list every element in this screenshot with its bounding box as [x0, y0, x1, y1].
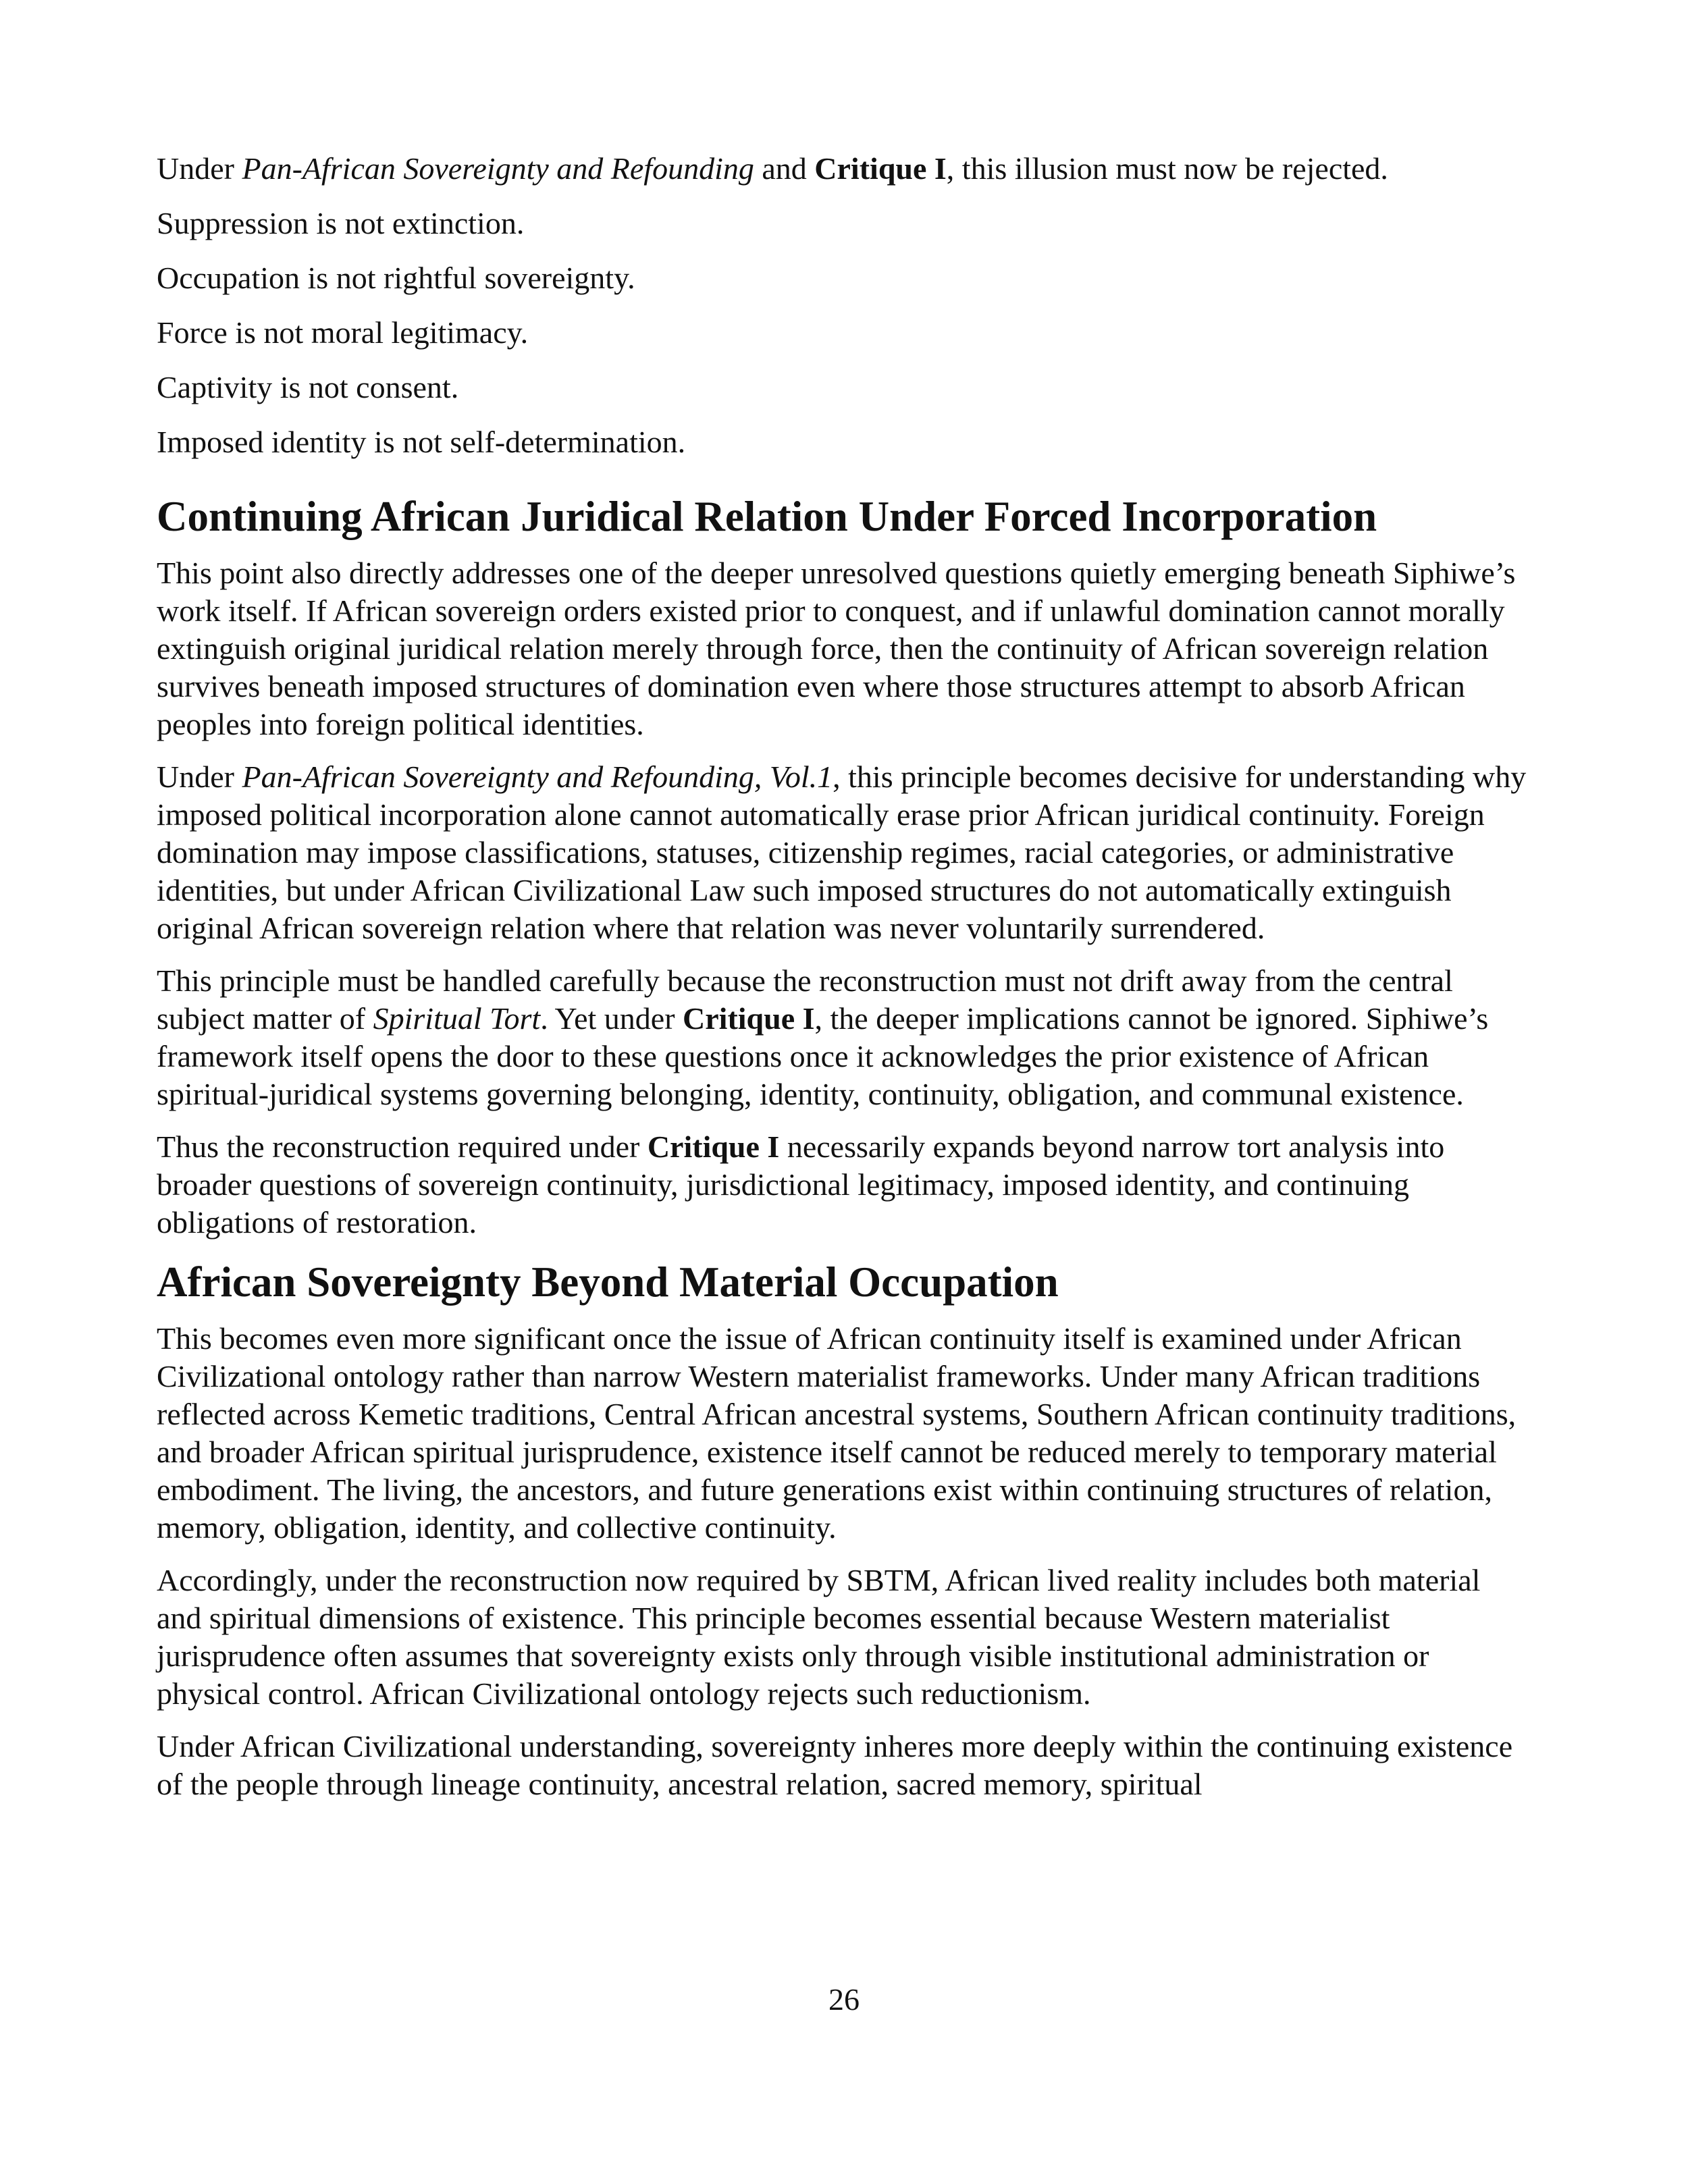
- text-run: Under: [157, 151, 242, 186]
- statement-line: Occupation is not rightful sovereignty.: [157, 261, 635, 295]
- critique-bold: Critique I: [814, 151, 947, 186]
- body-paragraph: [157, 962, 1527, 1113]
- critique-bold: Critique I: [647, 1129, 780, 1164]
- book-title-italic: Pan-African Sovereignty and Refounding: [242, 151, 754, 186]
- statement-line: Imposed identity is not self-determination.: [157, 425, 686, 459]
- body-paragraph: This becomes even more significant once the issue of African continuity itself is examined under African Civilizational ontology rather than narrow Western materialist frameworks. Under many African traditions reflected across Kemetic traditions, Central African ancestral systems, Southern African continuity traditions, and broader African spiritual jurisprudence, existence itself cannot be reduced merely to temporary material embodiment. The living, the ancestors, and future generations exist within continuing structures of relation, memory, obligation, identity, and collective continuity.: [157, 1321, 1516, 1545]
- body-paragraph: This point also directly addresses one of the deeper unresolved questions quietly emerging beneath Siphiwe’s work itself. If African sovereign orders existed prior to conquest, and if unlawful domination cannot morally extinguish original juridical relation merely through force, then the continuity of African sovereign relation survives beneath imposed structures of domination even where those structures attempt to absorb African peoples into foreign political identities.: [157, 556, 1516, 741]
- text-run: , this principle becomes decisive for understanding why imposed political incorporation alone cannot automatically erase prior African juridical continuity. Foreign domination may impose classifications, statuses, citizenship regimes, racial categories, or administrative identities, but under African Civilizational Law such imposed structures do not automatically extinguish original African sovereign relation where that relation was never voluntarily surrendered.: [157, 760, 1527, 945]
- text-run: This principle must be handled carefully because the reconstruction must not drift away from the central subject matter of: [157, 963, 1453, 1036]
- body-paragraph: Accordingly, under the reconstruction now required by SBTM, African lived reality includes both material and spiritual dimensions of existence. This principle becomes essential because Western materialist jurisprudence often assumes that sovereignty exists only through visible institutional administration or physical control. African Civilizational ontology rejects such reductionism.: [157, 1563, 1481, 1711]
- text-run: Under: [157, 760, 242, 794]
- page-body: [157, 150, 1527, 1818]
- body-paragraph: [157, 1128, 1527, 1242]
- text-run: necessarily expands beyond narrow tort analysis into broader questions of sovereign continuity, jurisdictional legitimacy, imposed identity, and continuing obligations of restoration.: [157, 1129, 1445, 1240]
- text-run: , this illusion must now be rejected.: [946, 151, 1388, 186]
- text-run: and: [754, 151, 815, 186]
- section-heading-sovereignty-beyond-occupation: African Sovereignty Beyond Material Occupation: [157, 1258, 1059, 1306]
- text-run: . Yet under: [540, 1001, 683, 1036]
- body-paragraph: [157, 758, 1527, 947]
- statement-line: Suppression is not extinction.: [157, 206, 525, 240]
- statement-line: Captivity is not consent.: [157, 370, 459, 404]
- body-paragraph: Under African Civilizational understanding, sovereignty inheres more deeply within the continuing existence of the people through lineage continuity, ancestral relation, sacred memory, spiritual: [157, 1729, 1513, 1801]
- section-heading-juridical-relation: Continuing African Juridical Relation Under Forced Incorporation: [157, 493, 1377, 540]
- page-number: 26: [828, 1982, 860, 2017]
- book-title-italic: Pan-African Sovereignty and Refounding, Vol.1: [242, 760, 833, 794]
- statement-line: Force is not moral legitimacy.: [157, 315, 529, 350]
- intro-paragraph: [157, 150, 1527, 188]
- critique-bold: Critique I: [683, 1001, 815, 1036]
- book-title-italic: Spiritual Tort: [373, 1001, 541, 1036]
- text-run: Thus the reconstruction required under: [157, 1129, 648, 1164]
- text-run: , the deeper implications cannot be ignored. Siphiwe’s framework itself opens the door to these questions once it acknowledges the prior existence of African spiritual-juridical systems governing belonging, identity, continuity, obligation, and communal existence.: [157, 1001, 1489, 1111]
